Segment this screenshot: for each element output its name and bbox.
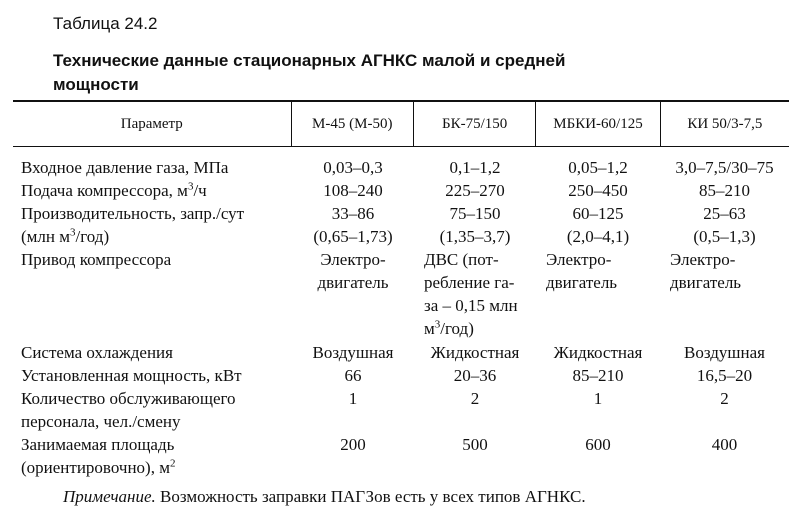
value-cell: 1 — [348, 389, 358, 408]
value-cell: 2 — [720, 389, 729, 408]
value-cell: 108–240 — [323, 181, 383, 200]
table-caption: Таблица 24.2 — [53, 14, 158, 33]
table-row — [13, 156, 789, 179]
data-table — [13, 100, 789, 479]
value-cell: 600 — [585, 435, 611, 454]
value-cell: 1 — [593, 389, 603, 408]
value-cell: 400 — [711, 435, 738, 454]
value-cell: 500 — [462, 435, 488, 454]
table-row — [13, 364, 789, 387]
table-header-row — [13, 100, 789, 147]
value-cell: 85–210 — [572, 366, 624, 385]
table-row — [13, 387, 789, 433]
header-m45: М-45 (М-50) — [291, 102, 413, 146]
value-cell: 2 — [470, 389, 480, 408]
param-cell: Производительность, запр./сут — [21, 204, 245, 223]
param-cell: Количество обслуживающего персонала, чел./смену — [21, 389, 236, 431]
value-cell: ДВС (пот- ребление га- за – 0,15 млн $м^3/год$) — [424, 250, 518, 338]
value-cell: 20–36 — [453, 366, 497, 385]
param-cell: Подача компрессора, $м^3/ч$ — [21, 180, 207, 200]
param-cell: Занимаемая площадь (ориентировочно), $м^2$ — [21, 435, 176, 477]
value-cell: Жидкостная — [430, 343, 520, 362]
note-text: Возможность заправки ПАГЗов есть у всех типов АГНКС. — [155, 487, 586, 506]
value-cell: 0,03–0,3 — [323, 158, 383, 177]
table-body — [13, 156, 789, 479]
value-cell: 200 — [340, 435, 366, 454]
table-title: Технические данные стационарных АГНКС малой и средней мощности — [53, 51, 566, 94]
table-row — [13, 248, 789, 340]
value-cell: Электро- двигатель — [317, 250, 389, 292]
value-cell: 60–125 — [572, 204, 624, 223]
table-row — [13, 433, 789, 479]
header-mbki60: МБКИ-60/125 — [535, 102, 659, 146]
value-cell: 66 — [344, 366, 362, 385]
header-bk75: БК-75/150 — [413, 102, 535, 146]
param-cell: Установленная мощность, кВт — [21, 366, 242, 385]
value-cell: 16,5–20 — [696, 366, 753, 385]
param-cell: Привод компрессора — [21, 250, 172, 269]
value-cell: (0,65–1,73) — [313, 227, 393, 246]
value-cell: 33–86 — [331, 204, 375, 223]
value-cell: 3,0–7,5/30–75 — [675, 158, 774, 177]
value-cell: (1,35–3,7) — [439, 227, 511, 246]
value-cell: Жидкостная — [553, 343, 643, 362]
value-cell: 75–150 — [449, 204, 501, 223]
param-cell: Входное давление газа, МПа — [21, 158, 229, 177]
value-cell: (2,0–4,1) — [566, 227, 630, 246]
param-cell: Система охлаждения — [21, 343, 173, 362]
value-cell: 250–450 — [568, 181, 628, 200]
table-note — [63, 487, 586, 507]
value-cell: 25–63 — [703, 204, 746, 223]
value-cell: 85–210 — [699, 181, 750, 200]
value-cell: Электро- двигатель — [670, 250, 742, 292]
note-label: Примечание. — [63, 487, 156, 506]
param-cell: (млн $м^3/год$) — [21, 226, 110, 246]
table-row — [13, 179, 789, 202]
table-row — [13, 225, 789, 248]
value-cell: 225–270 — [445, 181, 505, 200]
value-cell: Воздушная — [684, 343, 765, 362]
table-row — [13, 202, 789, 225]
header-ki50: КИ 50/3-7,5 — [660, 102, 789, 146]
header-parameter: Параметр — [120, 115, 183, 132]
value-cell: 0,1–1,2 — [449, 158, 501, 177]
value-cell: 0,05–1,2 — [568, 158, 628, 177]
value-cell: (0,5–1,3) — [693, 227, 756, 246]
value-cell: Электро- двигатель — [546, 250, 618, 292]
value-cell: Воздушная — [312, 343, 394, 362]
table-row — [13, 341, 789, 364]
